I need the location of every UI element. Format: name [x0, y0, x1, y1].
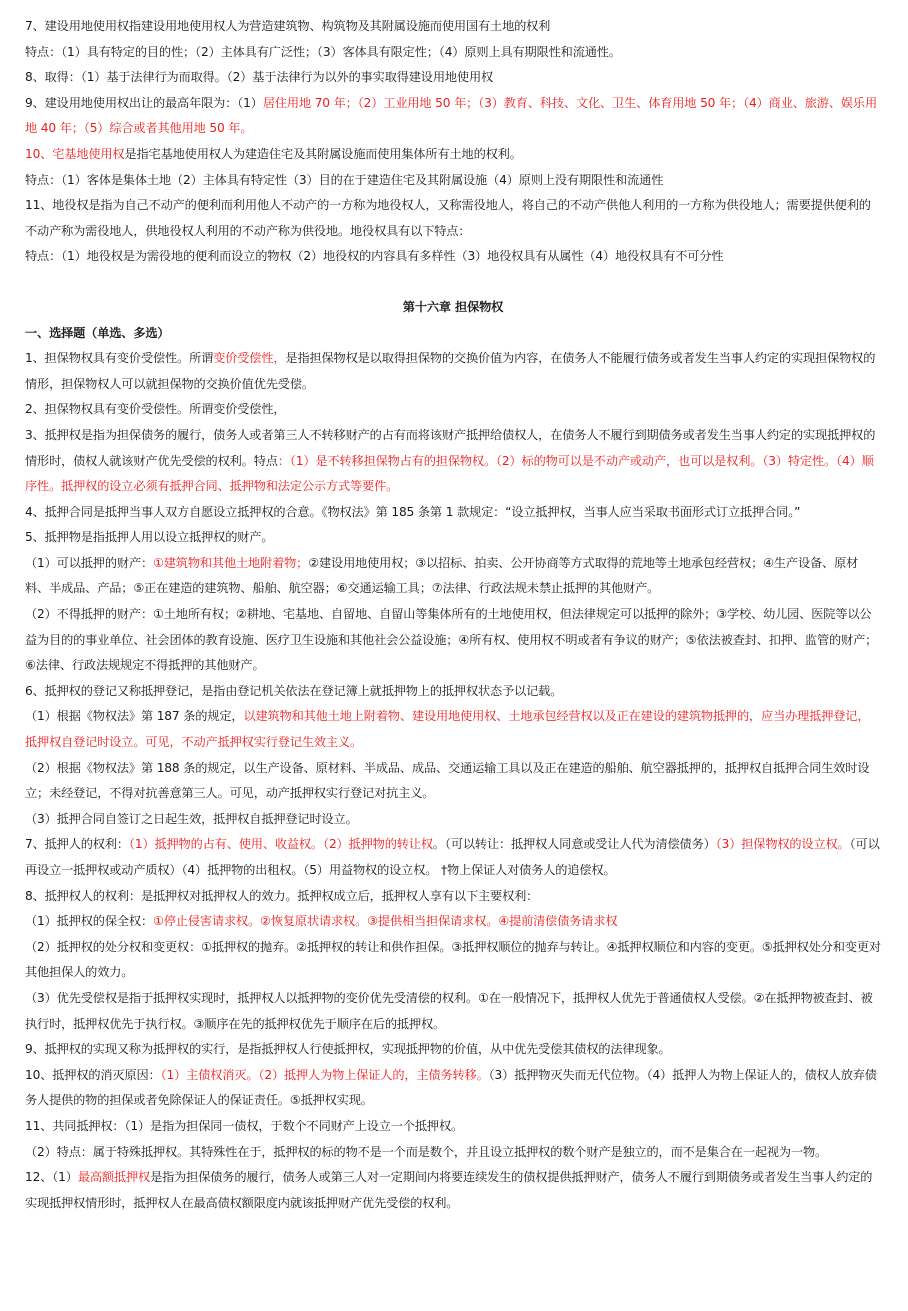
paragraph — [25, 807, 881, 833]
body-text: （2）特点：属于特殊抵押权。其特殊性在于，抵押权的标的物不是一个而是数个，并且设立抵押权的数个财产是独立的，而不是集合在一起视为一物。 — [25, 1144, 828, 1159]
body-text: 6、抵押权的登记又称抵押登记，是指由登记机关依法在登记簿上就抵押物上的抵押权状态予以记载。 — [25, 683, 563, 698]
paragraph — [25, 168, 881, 194]
body-text: 3、抵押权是指为担保债务的履行，债务人或者第三人不转移财产的占有而将该财产抵押给债权人，在债务人不履行到期债务或者发生当事人约定的实现抵押权的情形时，债权人就该财产优先受偿的权利。特点 — [25, 427, 876, 468]
body-text: 11、地役权是指为自己不动产的便利而利用他人不动产的一方称为地役权人，又称需役地人，将自己的不动产供他人利用的一方称为供役地人；需要提供便利的不动产称为需役地人，供地役权人利用的不动产称为供役地。地役权具有以下特点： — [25, 198, 871, 238]
body-text: 9、抵押权的实现又称为抵押权的实行，是指抵押权人行使抵押权，实现抵押物的价值，从中优先受偿其债权的法律现象。 — [25, 1042, 671, 1057]
paragraph — [25, 14, 881, 40]
highlighted-text: （1）抵押物的占有、使用、收益权。（2）抵押物的转让权 — [128, 837, 433, 852]
paragraph — [25, 551, 881, 602]
paragraph — [25, 1114, 881, 1140]
body-text: （可以再设立一抵押权或动产质权）（4）抵押物的出租权。（5）用益物权的设立权。 †物上保证人对债务人的追偿权。 — [25, 837, 880, 877]
body-text: 9、建设用地使用权出让的最高年限为：（1） — [25, 95, 263, 110]
section-construction-land-rights — [25, 14, 881, 270]
paragraph — [25, 500, 881, 526]
highlighted-text: 最高额抵押权 — [77, 1170, 151, 1185]
body-text: （1）根据《物权法》第 187 条的规定， — [25, 709, 244, 724]
paragraph — [25, 244, 881, 270]
body-text: 7、抵押人的权利： — [25, 837, 129, 852]
body-text: 7、建设用地使用权指建设用地使用权人为营造建筑物、构筑物及其附属设施而使用国有土地的权利 — [25, 19, 551, 33]
paragraph — [25, 1063, 881, 1114]
body-text: 特点：（1）具有特定的目的性；（2）主体具有广泛性；（3）客体具有限定性；（4）原则上具有期限性和流通性。 — [25, 44, 621, 59]
paragraph — [25, 832, 881, 883]
chapter-title: 第十六章 担保物权 — [402, 299, 504, 314]
highlighted-text: 变价受偿性， — [213, 351, 286, 366]
body-text: 是指为担保债务的履行，债务人或第三人对一定期间内将要连续发生的债权提供抵押财产，债务人不履行到期债务或者发生当事人约定的实现抵押权情形时，抵押权人在最高债权额限度内就该抵押财产优先受偿的权利。 — [25, 1170, 873, 1210]
highlighted-text: （3）担保物权的设立权。 — [715, 837, 850, 852]
paragraph — [25, 909, 881, 935]
body-text: （2）根据《物权法》第 188 条的规定，以生产设备、原材料、半成品、成品、交通运输工具以及正在建造的船舶、航空器抵押的，抵押权自抵押合同生效时设立；未经登记，不得对抗善意第三人。可见，动产抵押权实行登记对抗主义。 — [25, 760, 870, 801]
body-text: ②建设用地使用权；③以招标、拍卖、公开协商等方式取得的荒地等土地承包经营权；④生产设备、原材料、半成品、产品；⑤正在建造的建筑物、船舶、航空器；⑥交通运输工具；⑦法律、行政法规未禁止抵押的其他财产。 — [25, 555, 859, 596]
body-text: 8、取得：（1）基于法律行为而取得。（2）基于法律行为以外的事实取得建设用地使用权 — [25, 70, 494, 85]
body-text: 5、抵押物是指抵押人用以设立抵押权的财产。 — [25, 530, 274, 545]
paragraph — [25, 1037, 881, 1063]
highlighted-text: ①停止侵害请求权。②恢复原状请求权。③提供相当担保请求权。④提前清偿债务请求权 — [152, 914, 618, 929]
highlighted-text: ：（1）是不转移担保物占有的担保物权。（2）标的物可以是不动产或动产，也可以是权利。（3）特定性。（4）顺序性。抵押权的设立必须有抵押合同、抵押物和法定公示方式等要件。 — [25, 453, 874, 494]
paragraph — [25, 65, 881, 91]
body-text: 。（可以转让：抵押权人同意或受让人代为清偿债务） — [432, 837, 716, 852]
paragraph — [25, 397, 881, 423]
paragraph — [25, 423, 881, 500]
body-text: 特点：（1）客体是集体土地（2）主体具有特定性（3）目的在于建造住宅及其附属设施（4）原则上没有期限性和流通性 — [25, 172, 664, 187]
paragraph — [25, 1165, 881, 1216]
paragraph — [25, 986, 881, 1037]
paragraph — [25, 346, 881, 397]
highlighted-text: ①建筑物和其他土地附着物； — [152, 555, 309, 570]
highlighted-text: （1）主债权消灭。（2）抵押人为物上保证人的，主债务转移。 — [160, 1067, 489, 1082]
body-text: 1、担保物权具有变价受偿性。所谓 — [25, 351, 214, 366]
paragraph — [25, 935, 881, 986]
paragraph — [25, 193, 881, 244]
body-text: 是指宅基地使用权人为建造住宅及其附属设施而使用集体所有土地的权利。 — [124, 146, 522, 161]
body-text: （3）抵押物灭失而无代位物。（4）抵押人为物上保证人的，债权人放弃债务人提供的物的担保或者免除保证人的保证责任。⑤抵押权实现。 — [25, 1067, 877, 1108]
body-text: 8、抵押权人的权利：是抵押权对抵押权人的效力。抵押权成立后，抵押权人享有以下主要权利： — [25, 888, 539, 903]
paragraph — [25, 91, 881, 142]
section-heading: 一、选择题（单选、多选） — [25, 325, 170, 340]
highlighted-text: 居住用地 70 年；（2）工业用地 50 年；（3）教育、科技、文化、卫生、体育用地 50 年；（4）商业、旅游、娱乐用地 40 年；（5）综合或者其他用地 50 年。 — [25, 95, 877, 136]
body-text: 11、共同抵押权：（1）是指为担保同一债权，于数个不同财产上设立一个抵押权。 — [25, 1118, 464, 1133]
body-text: （2）抵押权的处分权和变更权：①抵押权的抛弃。②抵押权的转让和供作担保。③抵押权顺位的抛弃与转让。④抵押权顺位和内容的变更。⑤抵押权处分和变更对其他担保人的效力。 — [25, 939, 881, 980]
body-text: 4、抵押合同是抵押当事人双方自愿设立抵押权的合意。《物权法》第 185 条第 1 款规定：“设立抵押权，当事人应当采取书面形式订立抵押合同。” — [25, 504, 801, 519]
paragraph — [25, 884, 881, 910]
section-security-rights — [25, 346, 881, 1216]
highlighted-text: 以建筑物和其他土地上附着物、建设用地使用权、土地承包经营权以及正在建设的建筑物抵押的，应当办理抵押登记，抵押权自登记时设立。可见，不动产抵押权实行登记生效主义。 — [25, 709, 870, 750]
paragraph — [25, 525, 881, 551]
body-text: 2、担保物权具有变价受偿性。所谓变价受偿性， — [25, 402, 286, 417]
paragraph — [25, 1140, 881, 1166]
paragraph — [25, 756, 881, 807]
paragraph — [25, 40, 881, 66]
body-text: （1）抵押权的保全权： — [25, 914, 153, 929]
document-page — [25, 14, 881, 1216]
highlighted-text: 10、宅基地使用权 — [25, 146, 125, 161]
body-text: 特点：（1）地役权是为需役地的便利而设立的物权（2）地役权的内容具有多样性（3）地役权具有从属性（4）地役权具有不可分性 — [25, 249, 724, 264]
paragraph — [25, 679, 881, 705]
body-text: （3）优先受偿权是指于抵押权实现时，抵押权人以抵押物的变价优先受清偿的权利。①在一般情况下，抵押权人优先于普通债权人受偿。②在抵押物被查封、被执行时，抵押权优先于执行权。③顺序在先的抵押权优先于顺序在后的抵押权。 — [25, 990, 873, 1031]
paragraph — [25, 142, 881, 168]
body-text: 12、（1） — [25, 1170, 78, 1185]
body-text: 10、抵押权的消灭原因： — [25, 1067, 161, 1082]
paragraph — [25, 704, 881, 755]
body-text: 是指担保物权是以取得担保物的交换价值为内容，在债务人不能履行债务或者发生当事人约定的实现担保物权的情形，担保物权人可以就担保物的交换价值优先受偿。 — [25, 351, 876, 391]
body-text: （3）抵押合同自签订之日起生效，抵押权自抵押登记时设立。 — [25, 811, 358, 826]
body-text: （2）不得抵押的财产：①土地所有权；②耕地、宅基地、自留地、自留山等集体所有的土地使用权，但法律规定可以抵押的除外；③学校、幼儿园、医院等以公益为目的的事业单位、社会团体的教育设施、医疗卫生设施和其他社会公益设施；④所有权、使用权不明或者有争议的财产；⑤依法被查封、扣押、监管的财产；⑥法律、行政法规规定不得抵押的其他财产。 — [25, 607, 878, 673]
paragraph — [25, 602, 881, 679]
body-text: （1）可以抵押的财产： — [25, 555, 153, 570]
